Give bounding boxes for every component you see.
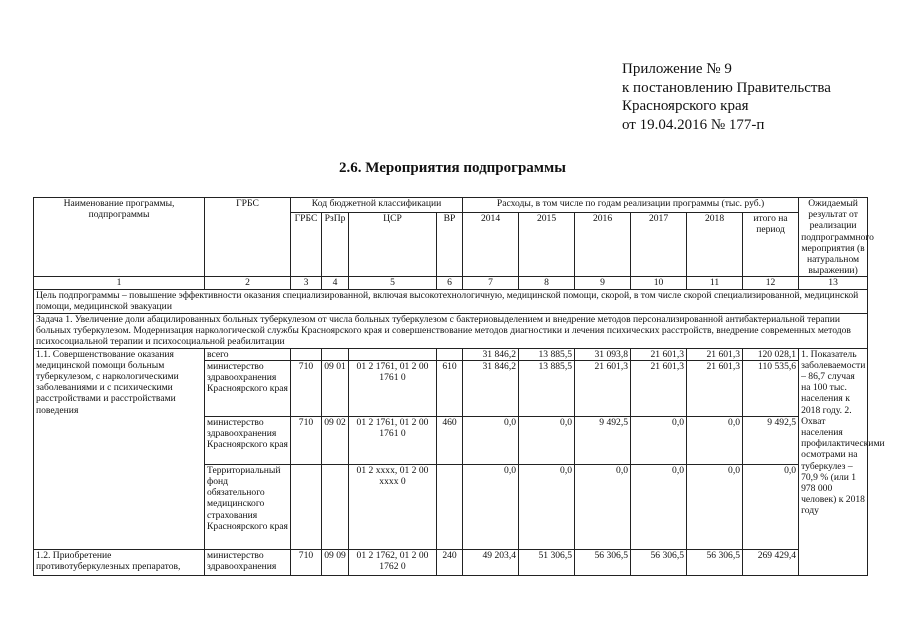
value-2016: 56 306,5 [575,549,631,575]
vr-cell: 240 [437,549,463,575]
value-2015: 13 885,5 [519,348,575,360]
grbs-cell: всего [205,348,291,360]
value-2015: 0,0 [519,416,575,464]
rzpr-cell [322,464,349,549]
grbs-cell: министерство здравоохранения [205,549,291,575]
column-number: 12 [743,277,799,289]
header-row-1 [34,198,868,213]
column-number: 2 [205,277,291,289]
header-2018: 2018 [687,212,743,277]
header-total: итого на период [743,212,799,277]
value-2015: 51 306,5 [519,549,575,575]
grbs-code-cell [291,348,322,360]
value-2017: 21 601,3 [631,348,687,360]
value-2015: 0,0 [519,464,575,549]
value-2017: 0,0 [631,464,687,549]
value-2014: 49 203,4 [463,549,519,575]
measure-1-1-name: 1.1. Совершенствование оказания медицинской помощи больным туберкулезом, с наркологическими заболеваниями и с психическими расстройствами и расстройствами поведения [34,348,205,549]
value-2016: 0,0 [575,464,631,549]
header-2014: 2014 [463,212,519,277]
grbs-code-cell [291,464,322,549]
header-2016: 2016 [575,212,631,277]
header-grbs: ГРБС [205,198,291,277]
column-number: 7 [463,277,519,289]
appendix-date: от 19.04.2016 № 177-п [622,116,765,133]
header-csr: ЦСР [349,212,437,277]
column-number: 1 [34,277,205,289]
measure-1-1-result: 1. Показатель заболеваемости – 86,7 случая на 100 тыс. населения к 2018 году. 2. Охват населения профилактическими осмотрами на туберкулез – 70,9 % (или 1 978 000 человек) к 2018 году [799,348,868,575]
grbs-cell: министерство здравоохранения Красноярского края [205,416,291,464]
value-2017: 0,0 [631,416,687,464]
column-number: 8 [519,277,575,289]
value-2018: 56 306,5 [687,549,743,575]
value-total: 120 028,1 [743,348,799,360]
table-row [34,549,868,575]
column-number: 3 [291,277,322,289]
value-2016: 21 601,3 [575,360,631,416]
value-2018: 0,0 [687,416,743,464]
value-2017: 56 306,5 [631,549,687,575]
csr-cell [349,348,437,360]
value-2014: 0,0 [463,464,519,549]
task-row [34,313,868,348]
header-result: Ожидаемый результат от реализации подпрограммного мероприятия (в натуральном выражении) [799,198,868,277]
appendix-region: Красноярского края [622,98,749,114]
grbs-cell: министерство здравоохранения Красноярского края [205,360,291,416]
vr-cell [437,464,463,549]
header-vr: ВР [437,212,463,277]
grbs-code-cell: 710 [291,360,322,416]
value-2018: 0,0 [687,464,743,549]
task-1: Задача 1. Увеличение доли абацилированных больных туберкулезом от числа больных туберкулезом с бактериовыделением и внедрение методов персонализированной антибактериальной терапии больных туберкулезом. Модернизация наркологической службы Красноярского края и совершенствование методов диагностики и лечения психических расстройств, внедрение современных методов психосоциальной терапии и психосоциальной реабилитации [34,313,868,348]
grbs-cell: Территориальный фонд обязательного медицинского страхования Красноярского края [205,464,291,549]
page-title: 2.6. Мероприятия подпрограммы [339,160,566,176]
value-2018: 21 601,3 [687,360,743,416]
rzpr-cell: 09 02 [322,416,349,464]
csr-cell: 01 2 1762, 01 2 00 1762 0 [349,549,437,575]
goal-row [34,289,868,313]
value-2016: 31 093,8 [575,348,631,360]
rzpr-cell [322,348,349,360]
column-number: 4 [322,277,349,289]
value-total: 110 535,6 [743,360,799,416]
value-total: 9 492,5 [743,416,799,464]
rzpr-cell: 09 09 [322,549,349,575]
appendix-resolution: к постановлению Правительства [622,79,831,96]
table-row [34,348,868,360]
column-number-row [34,277,868,289]
measure-1-2-name: 1.2. Приобретение противотуберкулезных препаратов, [34,549,205,575]
vr-cell: 460 [437,416,463,464]
value-total: 269 429,4 [743,549,799,575]
csr-cell: 01 2 хххх, 01 2 00 хххх 0 [349,464,437,549]
csr-cell: 01 2 1761, 01 2 00 1761 0 [349,416,437,464]
grbs-code-cell: 710 [291,416,322,464]
header-bcc: Код бюджетной классификации [291,198,463,213]
header-rzpr: РзПр [322,212,349,277]
value-2015: 13 885,5 [519,360,575,416]
header-2017: 2017 [631,212,687,277]
csr-cell: 01 2 1761, 01 2 00 1761 0 [349,360,437,416]
measures-table [33,197,885,576]
value-2014: 0,0 [463,416,519,464]
value-2016: 9 492,5 [575,416,631,464]
header-name: Наименование программы, подпрограммы [34,198,205,277]
vr-cell: 610 [437,360,463,416]
column-number: 11 [687,277,743,289]
value-2018: 21 601,3 [687,348,743,360]
column-number: 6 [437,277,463,289]
header-grbs-code: ГРБС [291,212,322,277]
column-number: 10 [631,277,687,289]
value-total: 0,0 [743,464,799,549]
value-2017: 21 601,3 [631,360,687,416]
appendix-number: Приложение № 9 [622,61,732,77]
column-number: 9 [575,277,631,289]
rzpr-cell: 09 01 [322,360,349,416]
header-expenses: Расходы, в том числе по годам реализации программы (тыс. руб.) [463,198,799,213]
subprogram-goal: Цель подпрограммы – повышение эффективности оказания специализированной, включая высокотехнологичную, медицинской помощи, скорой, в том числе скорой специализированной, медицинской помощи, медицинской эвакуации [34,289,868,313]
column-number: 5 [349,277,437,289]
grbs-code-cell: 710 [291,549,322,575]
vr-cell [437,348,463,360]
value-2014: 31 846,2 [463,348,519,360]
column-number: 13 [799,277,868,289]
header-2015: 2015 [519,212,575,277]
appendix-block [622,60,831,134]
value-2014: 31 846,2 [463,360,519,416]
